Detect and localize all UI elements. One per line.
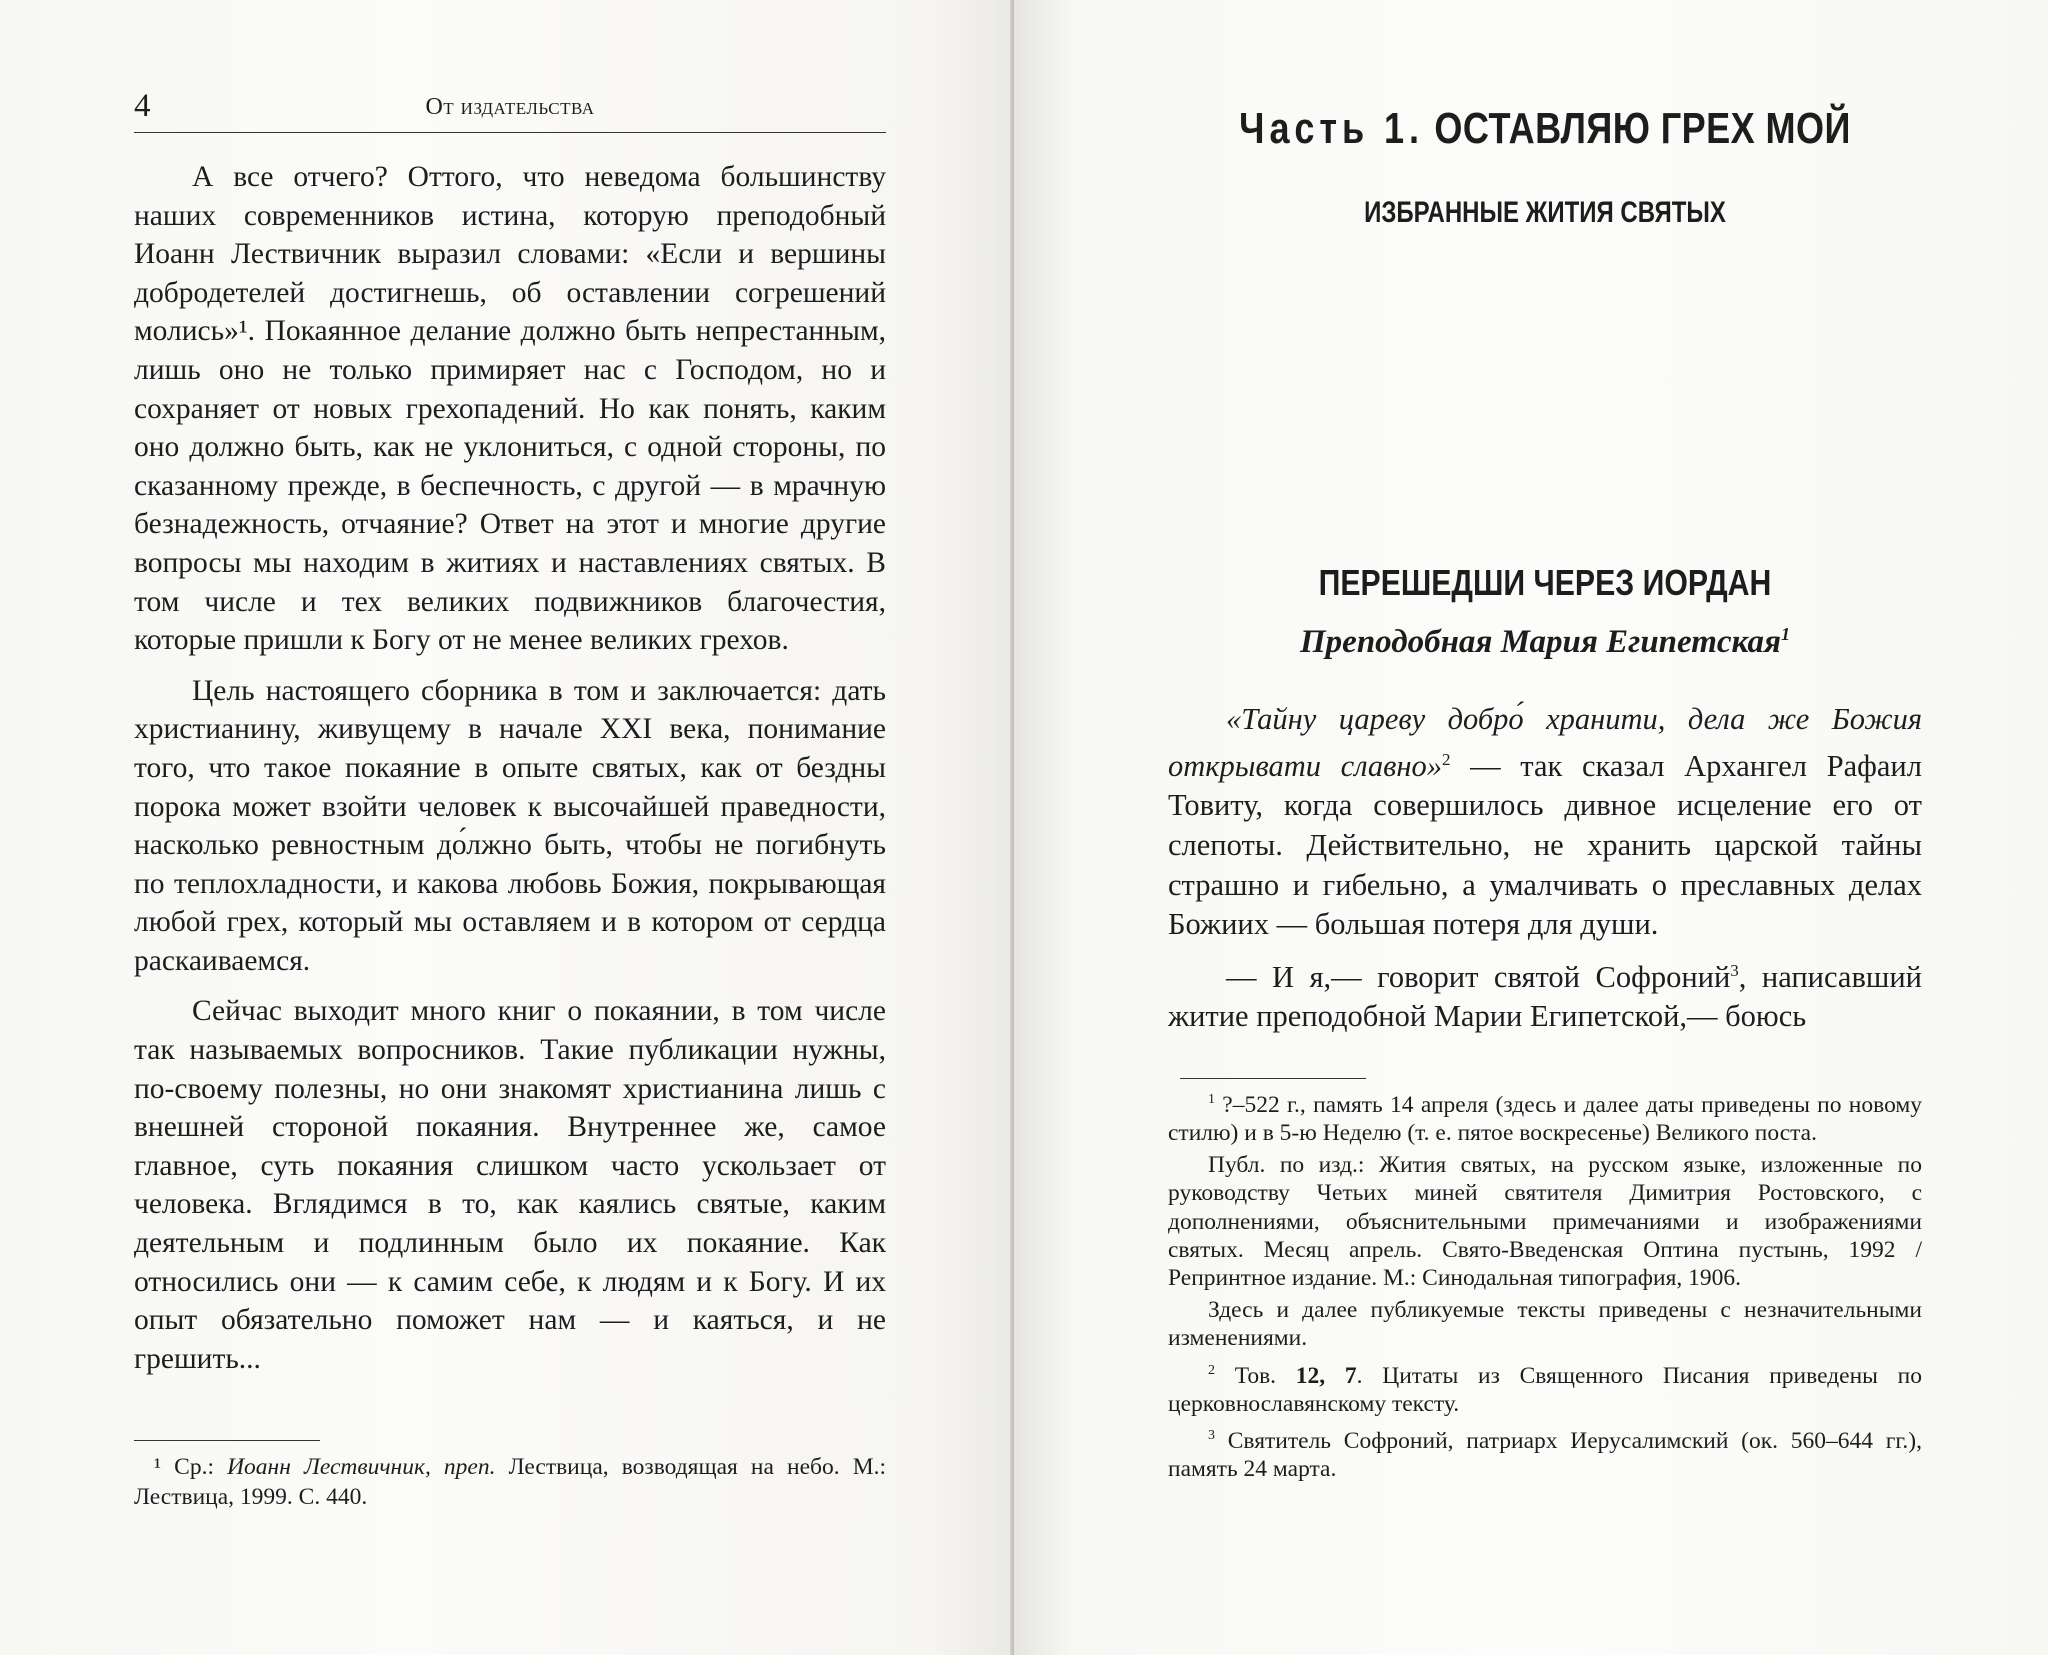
part-label: Часть 1. [1239,104,1424,153]
footnote-rule [134,1440,320,1441]
footnote-mark: 3 [1208,1427,1215,1443]
footnote-rule [1180,1078,1366,1079]
footnote: Здесь и далее публикуемые тексты приведены с незначительными изменениями. [1168,1297,1922,1352]
running-head [134,88,886,133]
left-footnote [134,1452,886,1512]
left-body-text [134,158,886,1378]
right-paragraph [1168,951,1922,1037]
left-paragraph: Сейчас выходит много книг о покаянии, в том числе так называемых вопросников. Такие публикации нужны, по-своему полезны, но они знакомят христианина лишь с внешней стороной покаяния. Внутреннее же, самое главное, суть покаяния слишком часто ускользает от человека. Вглядимся в то, как каялись святые, каким деятельным и подлинным было их покаяние. Как относились они — к самим себе, к людям и к Богу. И их опыт обязательно поможет нам — и каяться, и не грешить... [134,995,886,1375]
footnote: Публ. по изд.: Жития святых, на русском языке, изложенные по руководству Четьих миней святителя Димитрия Ростовского, с дополнениями, объяснительными примечаниями и изображениями святых. Месяц апрель. Свято-Введенская Оптина пустынь, 1992 / Репринтное издание. М.: Синодальная типография, 1906. [1168,1152,1922,1292]
paragraph-text: — так сказал Архангел Рафаил Товиту, когда совершилось дивное исцеление его от слепоты. Действительно, не хранить царской тайны страшно и гибельно, а умалчивать о преславных делах Божиих — большая потеря для души. [1168,748,1922,942]
footnote-text: Лествица, возводящая на небо. М.: Лествица, 1999. С. 440. [134,1454,887,1510]
saint-name: Преподобная Мария Египетская [1300,624,1781,660]
footnote-ref: 2 [1441,749,1451,769]
paragraph-text: , написавший житие преподобной Марии Египетской,— боюсь [1168,959,1922,1034]
left-page [0,0,1014,1655]
footnote-mark: ¹ Ср.: [154,1454,228,1480]
collection-subtitle: ИЗБРАННЫЕ ЖИТИЯ СВЯТЫХ [1364,196,1726,229]
saint-title [1140,624,1950,661]
part-title [1213,104,1877,154]
paragraph-text: — И я,— говорит святой Софроний [1226,959,1731,994]
footnote [1168,1086,1922,1147]
part-name: ОСТАВЛЯЮ ГРЕХ МОЙ [1434,104,1851,153]
right-footnotes [1168,1086,1922,1487]
footnote-mark: 1 [1208,1092,1215,1107]
archangel-quote: «Тайну цареву добро́ хранити, дела же Божия открывати славно» [1168,702,1922,783]
scripture-ref: 12, 7 [1295,1362,1357,1389]
footnote-ref: 3 [1730,960,1739,980]
footnote-text: Святитель Софроний, патриарх Иерусалимский (ок. 560–644 гг.), память 24 марта. [1168,1427,1922,1482]
footnote-author: Иоанн Лествичник, преп. [227,1454,496,1480]
right-body-text [1168,700,1922,1043]
left-paragraph: А все отчего? Оттого, что неведома большинству наших современников истина, которую преподобный Иоанн Лествичник выразил словами: «Если и вершины добродетелей достигнешь, об оставлении согрешений молись»¹. Покаянное делание должно быть непрестанным, лишь оно не только примиряет нас с Господом, но и сохраняет от новых грехопадений. Но как понять, каким оно должно быть, как не уклониться, с одной стороны, по сказанному прежде, в беспечность, с другой — в мрачную безнадежность, отчаяние? Ответ на этот и многие другие вопросы мы находим в житиях и наставлениях святых. В том числе и тех великих подвижников благочестия, которые пришли к Богу от не менее великих грехов. [134,161,886,657]
right-paragraph [1168,700,1922,945]
footnote [1168,1422,1922,1483]
footnote [1168,1357,1922,1418]
footnote-text: . Цитаты из Священного Писания приведены по церковнославянскому тексту. [1168,1362,1923,1417]
left-paragraph: Цель настоящего сборника в том и заключается: дать христианину, живущему в начале XXI века, понимание того, что такое покаяние в опыте святых, как от бездны порока может взойти человек к высочайшей праведности, насколько ревностным до́лжно быть, чтобы не погибнуть по теплохладности, и какова любовь Божия, покрывающая любой грех, который мы оставляем и в котором от сердца раскаиваемся. [134,674,886,977]
footnote-text: ?–522 г., память 14 апреля (здесь и далее даты приведены по новому стилю) и в 5-ю Неделю (т. е. пятое воскресенье) Великого поста. [1168,1091,1922,1147]
footnote-ref: 1 [1780,624,1790,644]
page-number: 4 [134,88,151,124]
footnote-mark: 2 [1208,1362,1215,1378]
chapter-title: ПЕРЕШЕДШИ ЧЕРЕЗ ИОРДАН [1318,562,1772,603]
running-title: От издательства [425,94,595,120]
footnote-text: Тов. [1215,1362,1296,1389]
